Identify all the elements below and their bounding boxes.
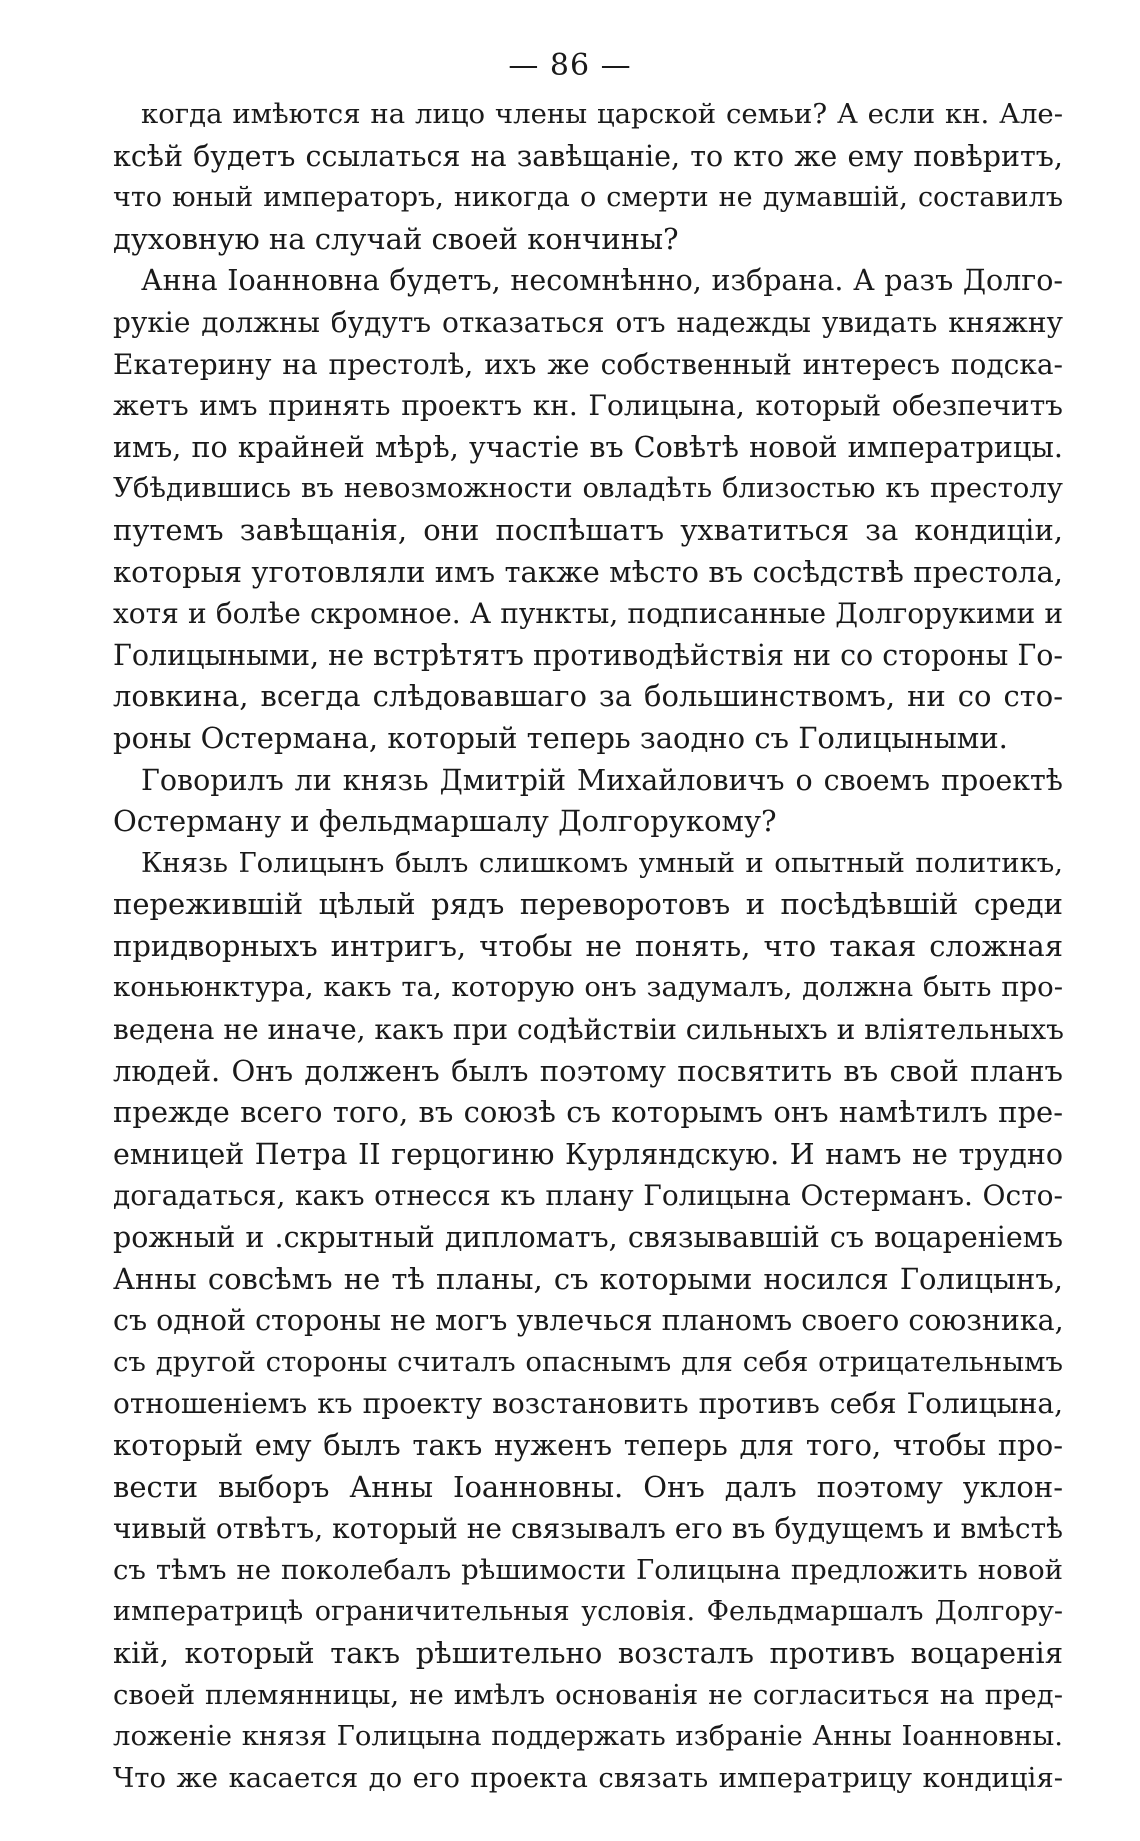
paragraph (113, 260, 1063, 759)
text-line: жетъ имъ принять проектъ кн. Голицына, который обезпечитъ (113, 389, 1063, 423)
text-line: рукіе должны будутъ отказаться отъ надежды увидать княжну (113, 305, 1063, 339)
text-line: Говорилъ ли князь Дмитрій Михайловичъ о своемъ проектѣ (141, 763, 1063, 797)
text-line: съ другой стороны считалъ опаснымъ для себя отрицательнымъ (113, 1345, 1063, 1378)
text-line: отношеніемъ къ проекту возстановить противъ себя Голицына, (113, 1387, 1063, 1421)
text-line: ведена не иначе, какъ при содѣйствіи сильныхъ и вліятельныхъ (113, 1013, 1064, 1047)
text-line: вести выборъ Анны Іоанновны. Онъ далъ поэтому уклон- (113, 1469, 1063, 1504)
text-line: когда имѣются на лицо члены царской семьи? А если кн. Але- (141, 98, 1063, 130)
text-line: Что же касается до его проекта связать императрицу кондиція- (113, 1761, 1063, 1794)
text-line: рожный и .скрытный дипломатъ, связывавшій съ воцареніемъ (113, 1221, 1063, 1255)
text-line: придворныхъ интригъ, чтобы не понять, что такая сложная (113, 928, 1063, 963)
text-line: Князь Голицынъ былъ слишкомъ умный и опытный политикъ, (141, 846, 1063, 879)
text-line: прежде всего того, въ союзѣ съ которымъ онъ намѣтилъ пре- (113, 1095, 1063, 1130)
text-line: что юный императоръ, никогда о смерти не думавшій, составилъ (113, 182, 1063, 214)
text-line: коньюнктура, какъ та, которую онъ задумалъ, должна быть про- (113, 971, 1063, 1004)
paragraph (113, 843, 1063, 1800)
text-line: имъ, по крайней мѣрѣ, участіе въ Совѣтѣ новой императрицы. (113, 430, 1063, 464)
text-line: своей племянницы, не имѣлъ основанія не согласиться на пред- (113, 1678, 1063, 1711)
text-line: съ тѣмъ не поколебалъ рѣшимости Голицына предложить новой (113, 1553, 1063, 1586)
text-line: который ему былъ такъ нуженъ теперь для того, чтобы про- (113, 1428, 1063, 1462)
text-line: съ одной стороны не могъ увлечься планомъ своего союзника, (113, 1304, 1064, 1338)
text-line: Голицыными, не встрѣтятъ противодѣйствія ни со стороны Го- (113, 638, 1063, 672)
text-line: духовную на случай своей кончины? (113, 221, 679, 256)
text-line: которыя уготовляли имъ также мѣсто въ сосѣдствѣ престола, (113, 554, 1063, 589)
text-line: емницей Петра II герцогиню Курляндскую. И намъ не трудно (113, 1137, 1063, 1171)
text-line: Анны совсѣмъ не тѣ планы, съ которыми носился Голицынъ, (113, 1261, 1063, 1296)
text-line: Екатерину на престолѣ, ихъ же собственный интересъ подска- (113, 347, 1063, 381)
text-line: ксѣй будетъ ссылаться на завѣщаніе, то кто же ему повѣритъ, (113, 139, 1063, 173)
text-line: чивый отвѣтъ, который не связывалъ его въ будущемъ и вмѣстѣ (113, 1512, 1063, 1546)
text-line: императрицѣ ограничительныя условія. Фельдмаршалъ Долгору- (113, 1596, 1063, 1628)
text-line: путемъ завѣщанія, они поспѣшатъ ухватиться за кондиціи, (113, 512, 1063, 547)
text-line: Остерману и фельдмаршалу Долгорукому? (113, 804, 777, 839)
text-line: Убѣдившись въ невозможности овладѣть близостью къ престолу (113, 472, 1063, 505)
text-line: ложеніе князя Голицына поддержать избраніе Анны Іоанновны. (113, 1720, 1063, 1753)
text-line: Анна Іоанновна будетъ, несомнѣнно, избрана. А разъ Долго- (141, 264, 1063, 298)
text-line: людей. Онъ долженъ былъ поэтому посвятить въ свой планъ (113, 1053, 1063, 1088)
text-line: пережившій цѣлый рядъ переворотовъ и посѣдѣвшій среди (113, 887, 1063, 922)
text-line: хотя и болѣе скромное. А пункты, подписанные Долгорукими и (113, 597, 1063, 631)
text-line: ловкина, всегда слѣдовавшаго за большинствомъ, ни со сто- (113, 679, 1063, 714)
page-number: — 86 — (508, 48, 632, 83)
text-line: догадаться, какъ отнесся къ плану Голицына Остерманъ. Осто- (113, 1179, 1063, 1213)
body-text (113, 94, 1063, 1799)
paragraph (113, 760, 1063, 843)
text-line: роны Остермана, который теперь заодно съ Голицыными. (113, 720, 1008, 755)
paragraph (113, 94, 1063, 260)
text-line: кій, который такъ рѣшительно возсталъ противъ воцаренія (113, 1635, 1063, 1670)
